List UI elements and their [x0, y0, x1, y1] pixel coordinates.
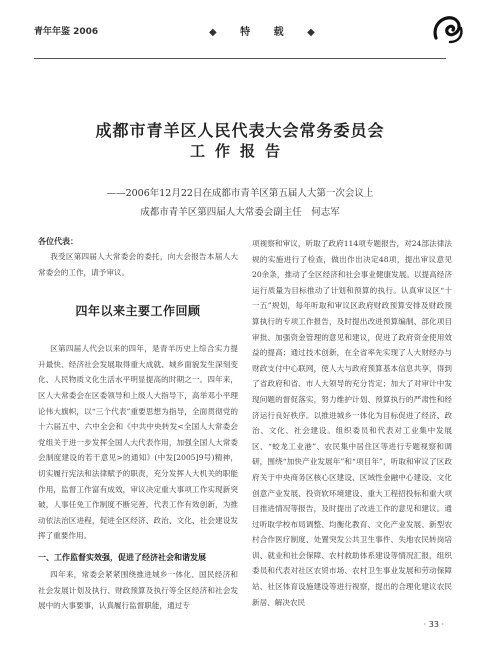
- salutation: 各位代表：: [38, 237, 78, 246]
- section-tag: ◆ 特 载 ◆: [209, 27, 325, 38]
- swirl-logo-icon: [430, 12, 464, 46]
- right-column: [252, 236, 452, 610]
- journal-name: 青年年鉴 2006: [34, 27, 99, 37]
- left-column: [38, 236, 238, 614]
- left-paragraph-1: 区第四届人代会以来的四年，是青羊历史上综合实力提升最快、经济社会发展取得重大成就、城乡面貌发生深刻变化、人民物质文化生活水平明显提高的时期之一。四年来，区人大常委会在区委领导和上级人大指导下，高举邓小平理论伟大旗帜，以“三个代表”重要思想为指导，全面贯彻党的十六届五中、六中全会和《中共中央转发<全国人大常委会党组关于进一步发挥全国人大代表作用，加强全国人大常委会制度建设的若干意见>的通知》(中发[2005]9号)精神，切实履行宪法和法律赋予的职责，充分发挥人大机关的职能作用，监督工作富有成效，审议决定重大事项工作实现新突破，人事任免工作制度不断完善，代表工作有效创新，为推动依法治区进程，促进全区经济、政治、文化、社会建设发挥了重要作用。: [38, 344, 238, 541]
- report-author: 成都市青羊区第四届人大常委会副主任 何志军: [140, 207, 340, 218]
- header-rule: [34, 58, 446, 59]
- intro-paragraph: 我受区第四届人大常委会的委托，向大会报告本届人大常委会的工作，请予审议。: [38, 252, 238, 277]
- page-number: · 33 ·: [423, 620, 444, 629]
- page-header: [14, 14, 466, 44]
- report-title-line2: 工作报告: [189, 142, 290, 160]
- report-title-line1: 成都市青羊区人民代表大会常务委员会: [95, 121, 385, 140]
- report-occasion: ——2006年12月22日在成都市青羊区第五届人大第一次会议上: [106, 188, 374, 199]
- section-heading: 四年以来主要工作回顾: [75, 304, 201, 319]
- subheading-1: 一、工作监督实效强，促进了经济社会和谐发展: [38, 552, 206, 562]
- left-paragraph-2: 四年来，常委会紧紧围绕推进城乡一体化、国民经济和社会发展计划及执行、财政预算及执行等全区经济和社会发展中的大事要事，认真履行监督职能，通过专: [38, 569, 238, 611]
- right-paragraph-1: 项视察和审议，听取了政府114项专题报告，对24部法律法规的实施进行了检查，做出作出决定48项，提出审议意见20余条，推动了全区经济和社会事业健康发展。以提高经济运行质量为目标推动了计划和预算的执行。认真审议区“十一五”规划，每年听取和审议区政府财政预算安排及财政预算执行的专项工作报告，及时提出改进预算编制、部化项目审批、加强资金管理的意见和建议，促进了政府资金使用效益的提高；通过技术创新，在全省率先实现了人大财经办与财政支付中心联网，使人大与政府预算基本信息共享，得到了省政府和省、市人大领导的充分肯定；加大了对审计中发现问题的督促落实，努力维护计划、预算执行的严肃性和经济运行良好秩序。以推进城乡一体化为目标促进了经济、政治、文化、社会建设。组织委员和代表对工业集中发展区、“蛟龙工业港”、农民集中居住区等进行专题视察和调研，围绕“加快产业发展年”和“项目年”，听取和审议了区政府关于中央商务区核心区建设、区域性金融中心建设、文化创意产业发展、投资软环境建设、重大工程招投标和重大项目推进情况等报告，及时提出了改进工作的意见和建议。通过听取学校布局调整、均衡化教育、文化产业发展、新型农村合作医疗制度、处置突发公共卫生事件、失地农民转岗培训、就业和社会保障、农村救助体系建设等情况汇报，组织委员和代表对社区农贸市场、农村卫生事业发展和劳动保障站、社区体育设施建设等进行视察，提出的合理化建议农民新居、解决农民: [252, 239, 452, 607]
